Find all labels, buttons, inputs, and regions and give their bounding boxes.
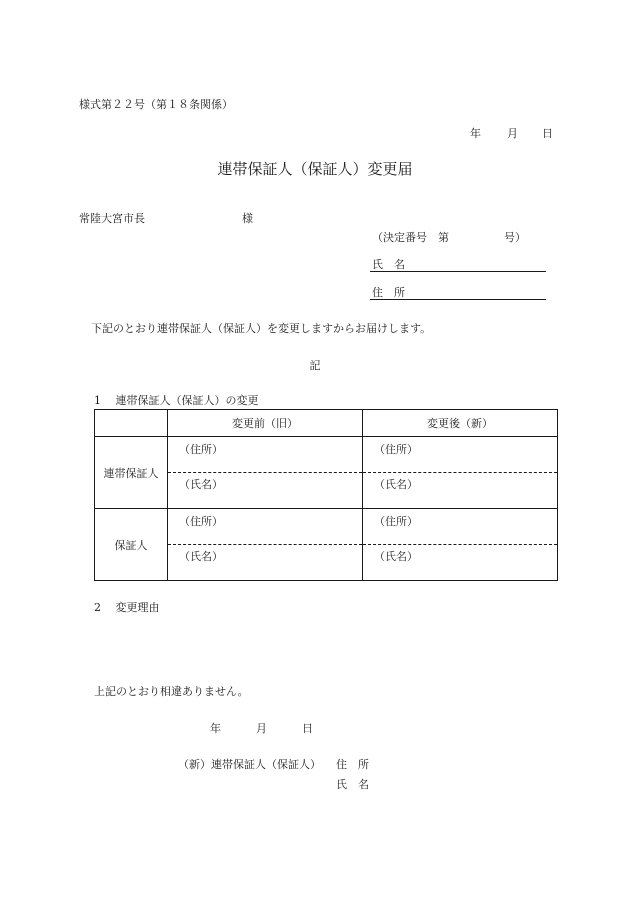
date-bottom-year: 年 — [210, 722, 221, 735]
ki-heading: 記 — [309, 359, 321, 372]
table-header-row — [95, 410, 558, 437]
date-bottom-day: 日 — [302, 722, 313, 735]
applicant-address-label: 住 所 — [336, 758, 369, 771]
submitter-name-field[interactable] — [370, 255, 546, 272]
date-bottom-month: 月 — [256, 722, 267, 735]
notice-text: 下記のとおり連帯保証人（保証人）を変更しますからお届けします。 — [91, 322, 432, 335]
date-day-label: 日 — [542, 127, 553, 140]
cell-joint-before[interactable] — [168, 437, 363, 509]
table-row — [95, 509, 558, 581]
cell-name-label: （氏名） — [374, 550, 418, 563]
decision-number: （決定番号 第 号） — [372, 231, 526, 244]
cell-name-label: （氏名） — [179, 550, 223, 563]
submitter-name-label: 氏 名 — [372, 258, 405, 271]
submitter-address-label: 住 所 — [372, 286, 405, 299]
applicant-role: （新）連帯保証人（保証人） — [178, 758, 321, 771]
table-header-corner — [95, 410, 168, 437]
row-label-joint-guarantor: 連帯保証人 — [95, 437, 168, 509]
cell-name-label: （氏名） — [179, 478, 223, 491]
cell-address-label: （住所） — [374, 443, 418, 456]
date-year-label: 年 — [470, 127, 481, 140]
addressee-honorific: 様 — [242, 212, 253, 225]
cell-joint-after[interactable] — [363, 437, 558, 509]
table-header-before: 変更前（旧） — [168, 410, 363, 437]
section1-heading: 1 連帯保証人（保証人）の変更 — [94, 394, 259, 407]
document-title: 連帯保証人（保証人）変更届 — [217, 160, 413, 178]
cell-guarantor-after[interactable] — [363, 509, 558, 581]
cell-address-label: （住所） — [179, 443, 223, 456]
cell-name-label: （氏名） — [374, 478, 418, 491]
cell-address-label: （住所） — [179, 515, 223, 528]
submitter-address-field[interactable] — [370, 283, 546, 300]
cell-address-label: （住所） — [374, 515, 418, 528]
form-number: 様式第２２号（第１８条関係） — [79, 98, 233, 111]
row-label-guarantor: 保証人 — [95, 509, 168, 581]
cell-guarantor-before[interactable] — [168, 509, 363, 581]
table-header-after: 変更後（新） — [363, 410, 558, 437]
section2-heading: 2 変更理由 — [94, 601, 160, 614]
table-row — [95, 437, 558, 509]
addressee-mayor: 常陸大宮市長 — [79, 212, 145, 225]
date-month-label: 月 — [507, 127, 518, 140]
changes-table — [94, 409, 558, 581]
confirmation-text: 上記のとおり相違ありません。 — [94, 685, 249, 698]
applicant-name-label: 氏 名 — [336, 778, 369, 791]
